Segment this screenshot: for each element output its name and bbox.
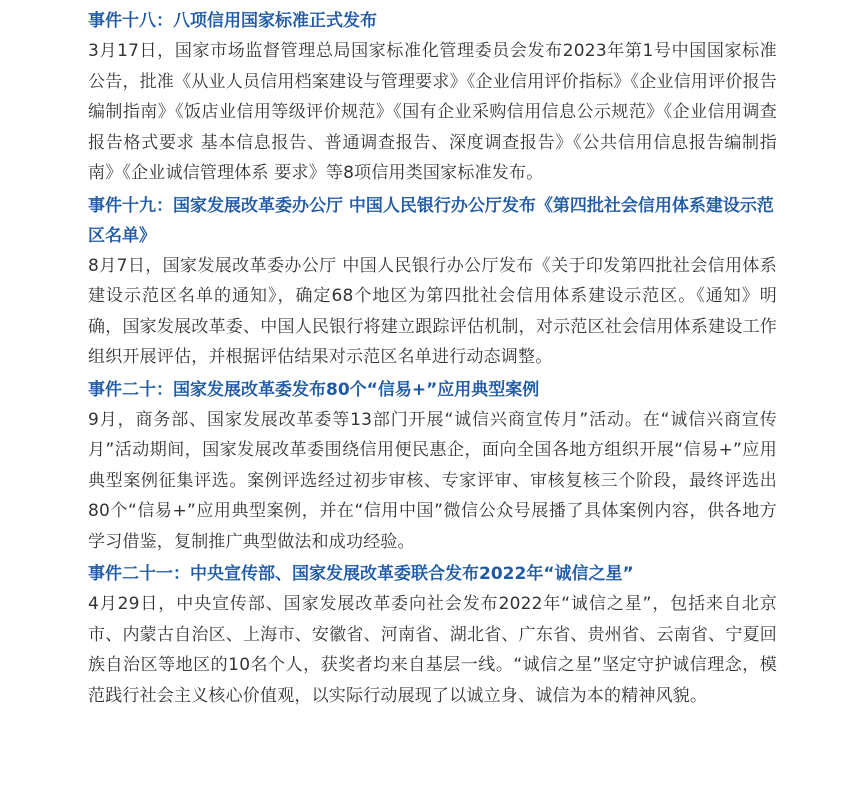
event-19-body: 8月7日，国家发展改革委办公厅 中国人民银行办公厅发布《关于印发第四批社会信用体系建设示范区名单的通知》，确定68个地区为第四批社会信用体系建设示范区。《通知》明确，国家发展改革委、中国人民银行将建立跟踪评估机制，对示范区社会信用体系建设工作组织开展评估，并根据评估结果对示范区名单进行动态调整。 xyxy=(88,255,777,367)
article xyxy=(0,6,853,788)
event-18-heading: 事件十八：八项信用国家标准正式发布 xyxy=(88,11,377,31)
event-19-section xyxy=(88,191,777,373)
event-21-section xyxy=(88,559,777,711)
event-18-section xyxy=(88,6,777,189)
event-21-body: 4月29日，中央宣传部、国家发展改革委向社会发布2022年“诚信之星”，包括来自北京市、内蒙古自治区、上海市、安徽省、河南省、湖北省、广东省、贵州省、云南省、宁夏回族自治区等地区的10名个人，获奖者均来自基层一线。“诚信之星”坚定守护诚信理念，模范践行社会主义核心价值观，以实际行动展现了以诚立身、诚信为本的精神风貌。 xyxy=(88,594,777,706)
event-18-body: 3月17日，国家市场监督管理总局国家标准化管理委员会发布2023年第1号中国国家标准公告，批准《从业人员信用档案建设与管理要求》《企业信用评价指标》《企业信用评价报告编制指南》《饭店业信用等级评价规范》《国有企业采购信用信息公示规范》《企业信用调查报告格式要求 基本信息报告、普通调查报告、深度调查报告》《公共信用信息报告编制指南》《企业诚信管理体系 要求》等8项信用类国家标准发布。 xyxy=(88,41,777,183)
event-20-body: 9月，商务部、国家发展改革委等13部门开展“诚信兴商宣传月”活动。在“诚信兴商宣传月”活动期间，国家发展改革委围绕信用便民惠企，面向全国各地方组织开展“信易+”应用典型案例征集评选。案例评选经过初步审核、专家评审、审核复核三个阶段，最终评选出80个“信易+”应用典型案例，并在“信用中国”微信公众号展播了具体案例内容，供各地方学习借鉴，复制推广典型做法和成功经验。 xyxy=(88,409,777,552)
event-21-heading: 事件二十一：中央宣传部、国家发展改革委联合发布2022年“诚信之星” xyxy=(88,564,634,584)
event-20-section xyxy=(88,375,777,558)
event-19-heading: 事件十九：国家发展改革委办公厅 中国人民银行办公厅发布《第四批社会信用体系建设示范区名单》 xyxy=(88,195,774,246)
event-20-heading: 事件二十：国家发展改革委发布80个“信易+”应用典型案例 xyxy=(88,379,540,400)
